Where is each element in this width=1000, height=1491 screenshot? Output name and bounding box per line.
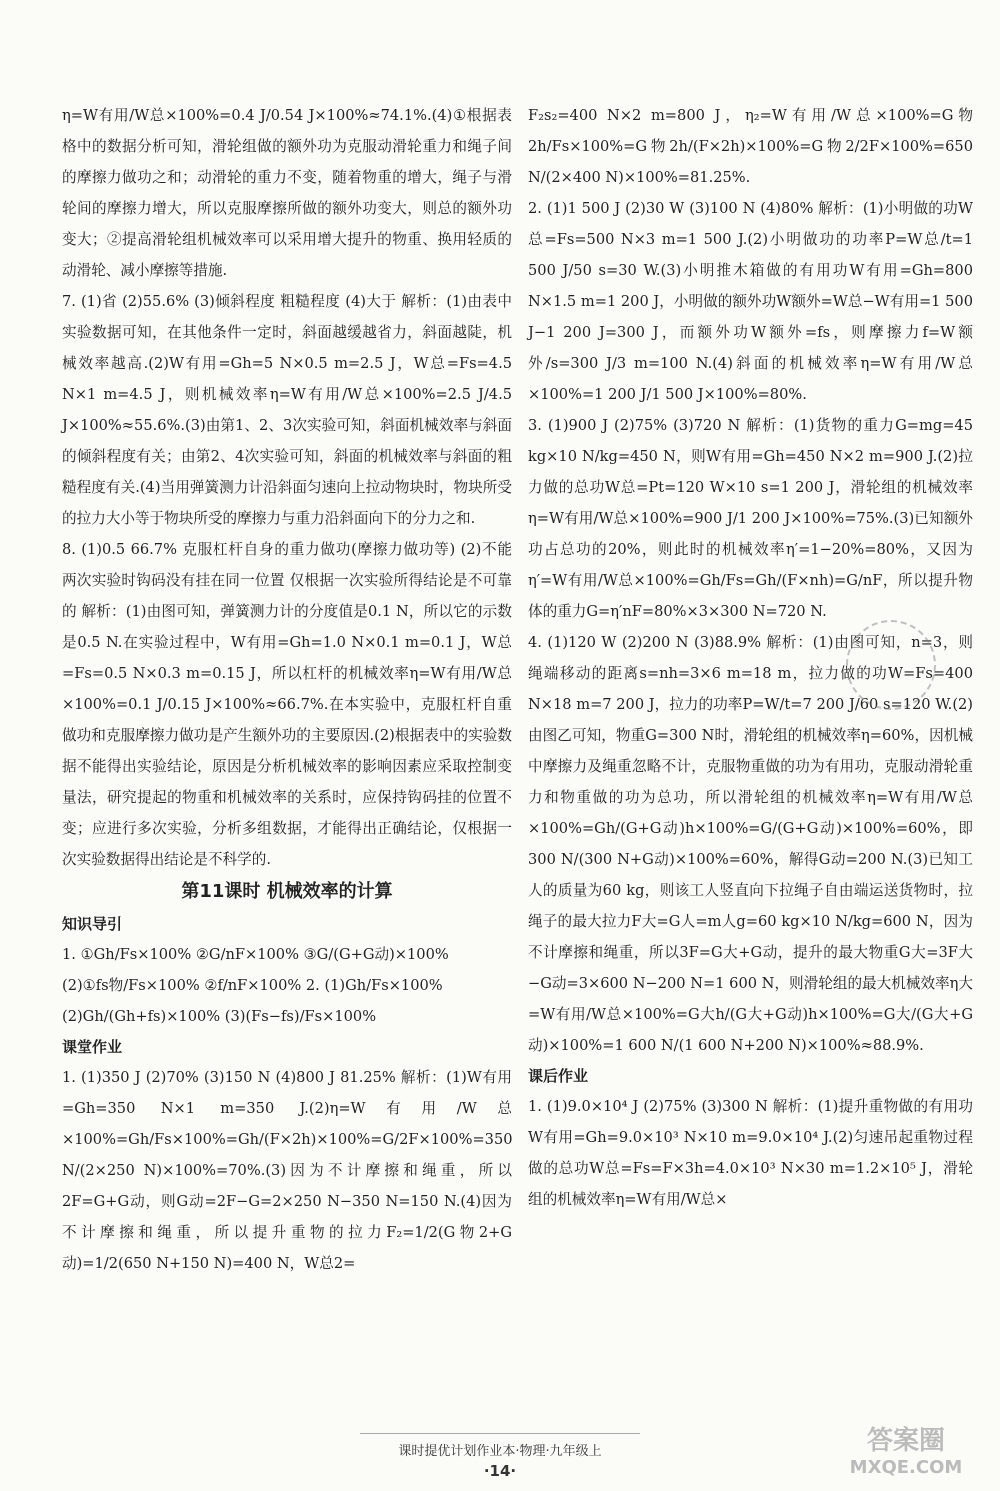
classwork-answer: 1. (1)350 J (2)70% (3)150 N (4)800 J 81.25% 解析：(1)W有用=Gh=350 N×1 m=350 J.(2)η=W有用/W总×100%=Gh/Fs×100%=Gh/(F×2h)×100%=G/2F×100%=350 N/(2×250 N)×100%=70%.(3)因为不计摩擦和绳重，所以2F=G+G动，则G动=2F−G=2×250 N−350 N=150 N.(4)因为不计摩擦和绳重，所以提升重物的拉力F₂=1/2(G物2+G动)=1/2(650 N+150 N)=400 N，W总2= [62, 1069, 513, 1272]
question-3: 3. (1)900 J (2)75% (3)720 N 解析：(1)货物的重力G=mg=45 kg×10 N/kg=450 N，则W有用=Gh=450 N×2 m=900 J.(2)拉力做的总功W总=Pt=120 W×10 s=1 200 J，滑轮组的机械效率η=W有用/W总×100%=900 J/1 200 J×100%=75%.(3)已知额外功占总功的20%，则此时的机械效率η′=1−20%=80%，又因为η′=W有用/W总×100%=Gh/Fs=Gh/(F×nh)=G/nF，所以提升物体的重力G=η′nF=80%×3×300 N=720 N. [528, 417, 973, 620]
footer-divider [360, 1433, 640, 1434]
subheading-homework: 课后作业 [528, 1067, 589, 1085]
question-8: 8. (1)0.5 66.7% 克服杠杆自身的重力做功(摩擦力做功等) (2)不能 两次实验时钩码没有挂在同一位置 仅根据一次实验所得结论是不可靠的 解析：(1)由图可知，弹簧测力计的分度值是0.1 N，所以它的示数是0.5 N.在实验过程中，W有用=Gh=1.0 N×0.1 m=0.1 J，W总=Fs=0.5 N×0.3 m=0.15 J，所以杠杆的机械效率η=W有用/W总×100%=0.1 J/0.15 J×100%≈66.7%.在本实验中，克服杠杆自重做功和克服摩擦力做功是产生额外功的主要原因.(2)根据表中的实验数据不能得出实验结论，原因是分析机械效率的影响因素应采取控制变量法，研究提起的物重和机械效率的关系时，应保持钩码挂的位置不变；应进行多次实验，分析多组数据，才能得出正确结论，仅根据一次实验数据得出结论是不科学的. [62, 541, 512, 868]
subheading-classwork: 课堂作业 [62, 1038, 123, 1056]
section-title: 第11课时 机械效率的计算 [181, 881, 393, 902]
paragraph: F₂s₂=400 N×2 m=800 J，η₂=W有用/W总×100%=G物2h/Fs×100%=G物2h/(F×2h)×100%=G物2/2F×100%=650 N/(2×400 N)×100%=81.25%. [528, 107, 973, 186]
question-2: 2. (1)1 500 J (2)30 W (3)100 N (4)80% 解析：(1)小明做的功W总=Fs=500 N×3 m=1 500 J.(2)小明做功的功率P=W总/t=1 500 J/50 s=30 W.(3)小明推木箱做的有用功W有用=Gh=800 N×1.5 m=1 200 J，小明做的额外功W额外=W总−W有用=1 500 J−1 200 J=300 J，而额外功W额外=fs，则摩擦力f=W额外/s=300 J/3 m=100 N.(4)斜面的机械效率η=W有用/W总×100%=1 200 J/1 500 J×100%=80%. [528, 200, 973, 403]
formula-line: 1. ①Gh/Fs×100% ②G/nF×100% ③G/(G+G动)×100% [62, 946, 449, 963]
stamp-mark [846, 620, 936, 710]
homework-answer: 1. (1)9.0×10⁴ J (2)75% (3)300 N 解析：(1)提升重物做的有用功W有用=Gh=9.0×10³ N×10 m=9.0×10⁴ J.(2)匀速吊起重物过程做的总功W总=Fs=F×3h=4.0×10³ N×30 m=1.2×10⁵ J，滑轮组的机械效率η=W有用/W总× [528, 1098, 973, 1208]
page-number: ·14· [483, 1462, 517, 1480]
formula-line: (2)Gh/(Gh+fs)×100% (3)(Fs−fs)/Fs×100% [62, 1008, 377, 1025]
footer-book-title: 课时提优计划作业本·物理·九年级上 [398, 1444, 602, 1459]
watermark-logo [826, 1419, 986, 1479]
question-4: 4. (1)120 W (2)200 N (3)88.9% 解析：(1)由图可知，n=3，则绳端移动的距离s=nh=3×6 m=18 m，拉力做的功W=Fs=400 N×18 m=7 200 J，拉力的功率P=W/t=7 200 J/60 s=120 W.(2)由图乙可知，物重G=300 N时，滑轮组的机械效率η=60%，因机械中摩擦力及绳重忽略不计，克服物重做的功为有用功，克服动滑轮重力和物重做的功为总功，所以滑轮组的机械效率η=W有用/W总×100%=Gh/(G+G动)h×100%=G/(G+G动)×100%=60%，即300 N/(300 N+G动)×100%=60%，解得G动=200 N.(3)已知工人的质量为60 kg，则该工人竖直向下拉绳子自由端运送货物时，拉绳子的最大拉力F大=G人=m人g=60 kg×10 N/kg=600 N，因为不计摩擦和绳重，所以3F=G大+G动，提升的最大物重G大=3F大−G动=3×600 N−200 N=1 600 N，则滑轮组的最大机械效率η大=W有用/W总×100%=G大h/(G大+G动)h×100%=G大/(G大+G动)×100%=1 600 N/(1 600 N+200 N)×100%≈88.9%. [528, 634, 973, 1054]
question-7: 7. (1)省 (2)55.6% (3)倾斜程度 粗糙程度 (4)大于 解析：(1)由表中实验数据可知，在其他条件一定时，斜面越缓越省力，斜面越陡，机械效率越高.(2)W有用=Gh=5 N×0.5 m=2.5 J，W总=Fs=4.5 N×1 m=4.5 J，则机械效率η=W有用/W总×100%=2.5 J/4.5 J×100%≈55.6%.(3)由第1、2、3次实验可知，斜面机械效率与斜面的倾斜程度有关；由第2、4次实验可知，斜面的机械效率与斜面的粗糙程度有关.(4)当用弹簧测力计沿斜面匀速向上拉动物块时，物块所受的拉力大小等于物块所受的摩擦力与重力沿斜面向下的分力之和. [62, 293, 512, 527]
watermark-url: MXQE.COM [849, 1457, 963, 1478]
watermark-text: 答案圈 [866, 1426, 946, 1456]
left-column [62, 100, 512, 1279]
formula-line: (2)①fs物/Fs×100% ②f/nF×100% 2. (1)Gh/Fs×100% [62, 977, 443, 994]
subheading-knowledge: 知识导引 [62, 915, 123, 933]
paragraph: η=W有用/W总×100%=0.4 J/0.54 J×100%≈74.1%.(4)①根据表格中的数据分析可知，滑轮组做的额外功为克服动滑轮重力和绳子间的摩擦力做功之和；动滑轮的重力不变，随着物重的增大，绳子与滑轮间的摩擦力增大，所以克服摩擦所做的额外功变大，则总的额外功变大；②提高滑轮组机械效率可以采用增大提升的物重、换用轻质的动滑轮、减小摩擦等措施. [62, 107, 512, 279]
